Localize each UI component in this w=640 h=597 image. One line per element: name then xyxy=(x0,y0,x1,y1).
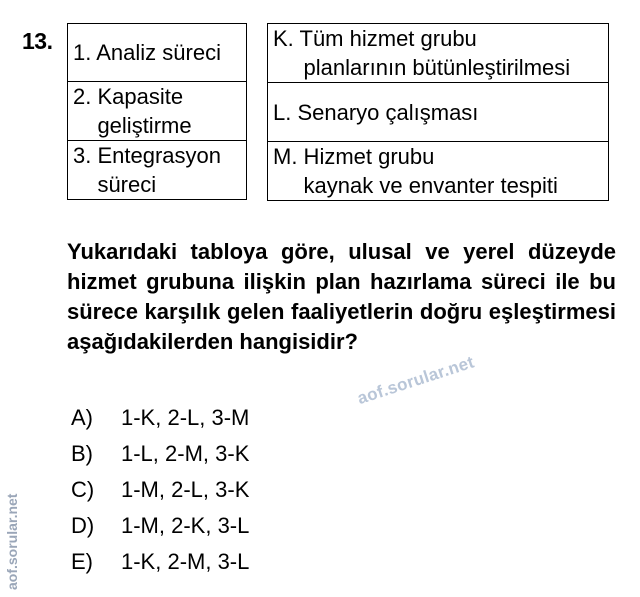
right-item-row xyxy=(268,83,609,142)
right-item-cell xyxy=(268,83,609,142)
option-text: 1-M, 2-K, 3-L xyxy=(121,513,250,538)
watermark: aof.sorular.net xyxy=(355,352,477,409)
left-item-line: 1. Analiz süreci xyxy=(73,40,221,65)
right-items-table xyxy=(267,23,609,201)
side-watermark: aof.sorular.net xyxy=(4,493,20,590)
right-item-line: K. Tüm hizmet grubu xyxy=(273,26,477,51)
option-letter: C) xyxy=(71,477,95,502)
left-item-cell xyxy=(68,141,247,200)
left-item-line: 3. Entegrasyon xyxy=(73,143,221,168)
answer-option-c[interactable] xyxy=(71,472,249,508)
question-stem: Yukarıdaki tabloya göre, ulusal ve yerel düzeyde hizmet grubuna ilişkin plan hazırlama süreci ile bu sürece karşılık gelen faaliyetlerin doğru eşleştirmesi aşağıdakilerden hangisidir? xyxy=(67,239,616,354)
option-text: 1-M, 2-L, 3-K xyxy=(121,477,250,502)
right-item-line: L. Senaryo çalışması xyxy=(273,99,479,125)
left-item-cell xyxy=(68,24,247,82)
right-item-row xyxy=(268,24,609,83)
left-item-line: süreci xyxy=(73,172,157,197)
left-item-row xyxy=(68,82,247,141)
left-item-line: geliştirme xyxy=(73,113,192,138)
right-item-line: planlarının bütünleştirilmesi xyxy=(273,55,571,80)
answer-options xyxy=(71,400,249,580)
left-item-cell xyxy=(68,82,247,141)
right-item-cell xyxy=(268,24,609,83)
option-letter: B) xyxy=(71,441,93,466)
option-text: 1-K, 2-M, 3-L xyxy=(121,549,250,574)
question-number: 13. xyxy=(22,28,53,54)
right-item-line: kaynak ve envanter tespiti xyxy=(273,173,558,198)
option-text: 1-L, 2-M, 3-K xyxy=(121,441,250,466)
option-letter: D) xyxy=(71,513,95,538)
left-items-table xyxy=(67,23,247,200)
option-letter: A) xyxy=(71,405,93,430)
right-item-row xyxy=(268,142,609,201)
left-item-row xyxy=(68,24,247,82)
answer-option-d[interactable] xyxy=(71,508,249,544)
option-text: 1-K, 2-L, 3-M xyxy=(121,405,250,430)
right-item-line: M. Hizmet grubu xyxy=(273,144,435,169)
right-item-cell xyxy=(268,142,609,201)
answer-option-a[interactable] xyxy=(71,400,249,436)
answer-option-b[interactable] xyxy=(71,436,249,472)
answer-option-e[interactable] xyxy=(71,544,249,580)
left-item-row xyxy=(68,141,247,200)
option-letter: E) xyxy=(71,549,93,574)
left-item-line: 2. Kapasite xyxy=(73,84,184,109)
